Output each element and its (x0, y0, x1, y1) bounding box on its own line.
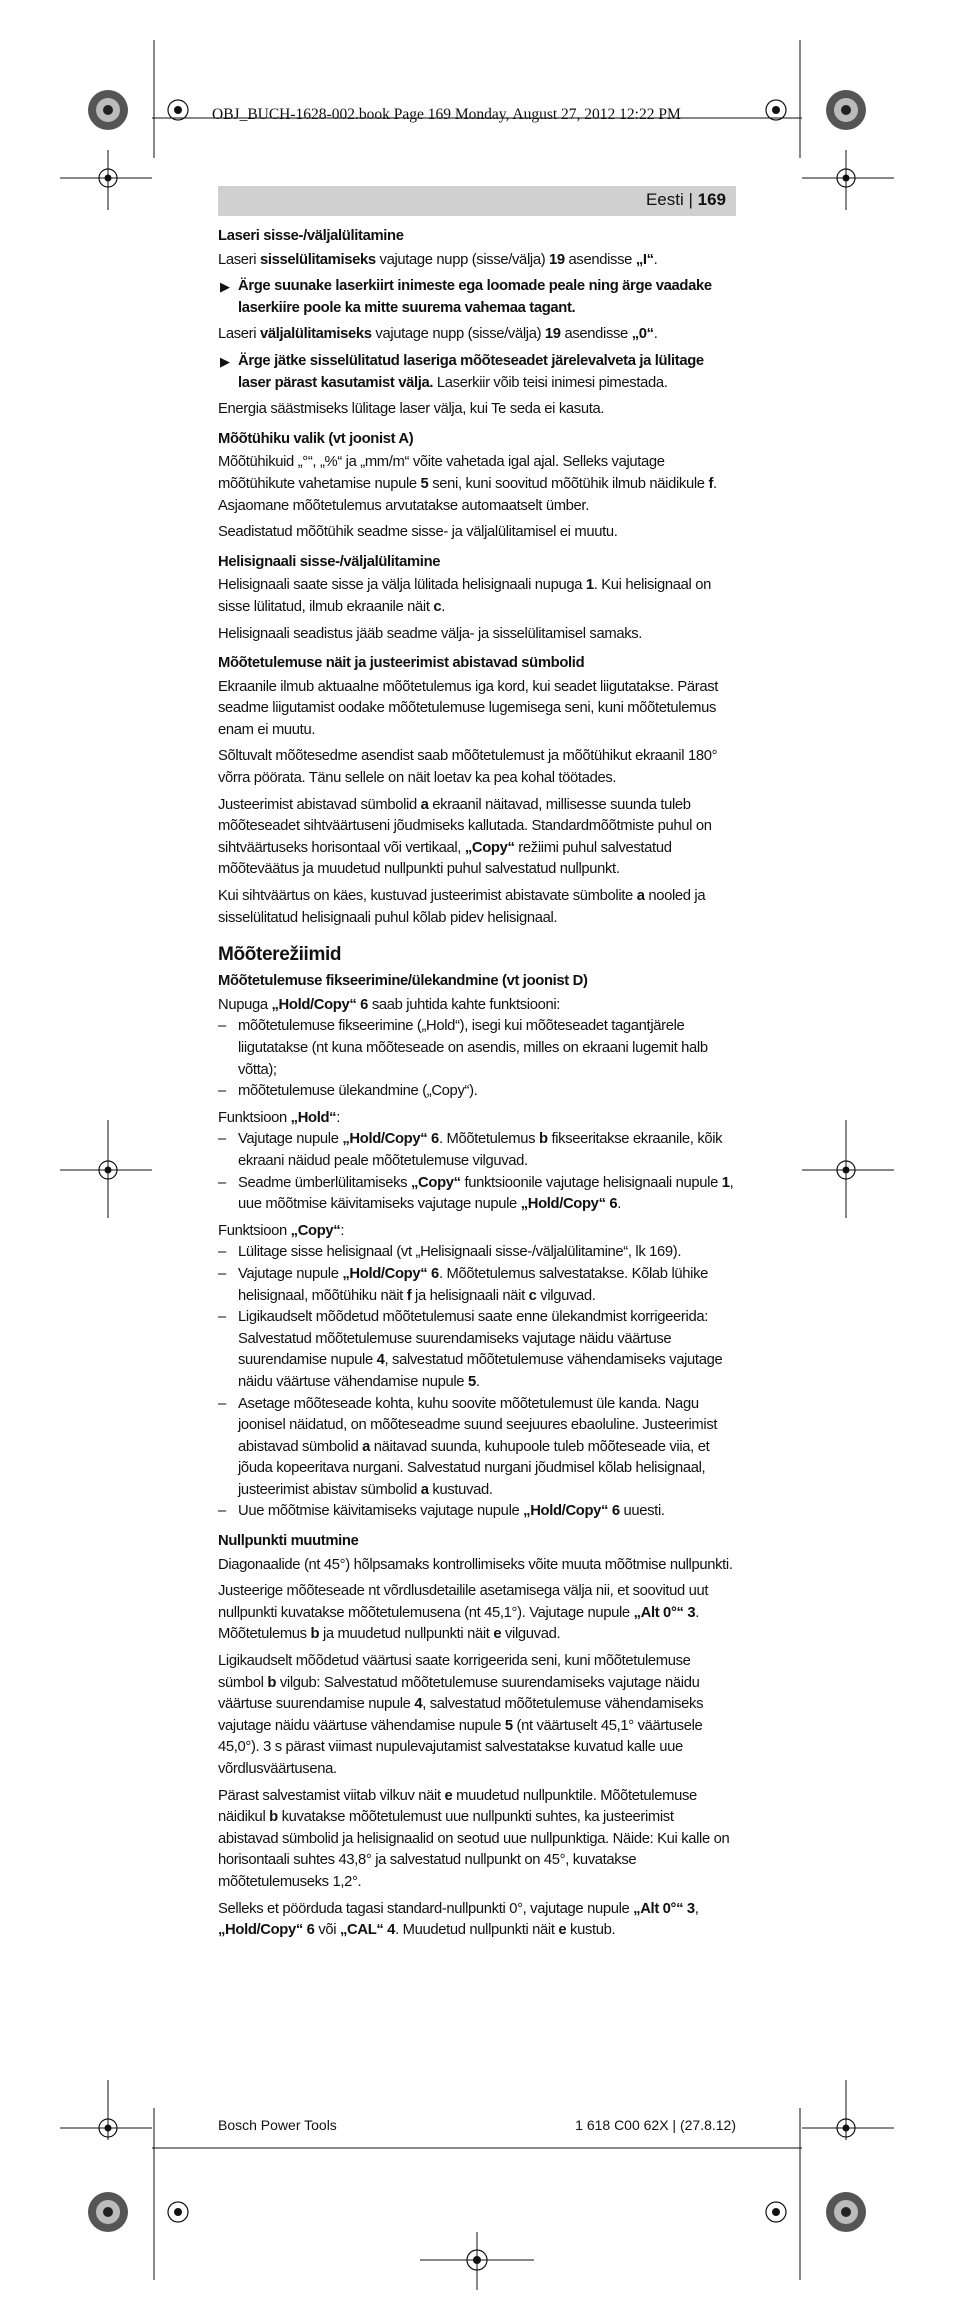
header-section: Eesti (645, 190, 684, 209)
list-item: – Vajutage nupule „Hold/Copy“ 6. Mõõtetulemus b fikseeritakse ekraanile, kõik ekraani näidud peale mõõtetulemuse vilguvad. (218, 1131, 723, 1169)
list-item: – Uue mõõtmise käivitamiseks vajutage nupule „Hold/Copy“ 6 uuesti. (218, 1503, 665, 1520)
section-title-zero-point: Nullpunkti muutmine (218, 1533, 359, 1550)
list-item: – Asetage mõõteseade kohta, kuhu soovite mõõtetulemust üle kanda. Nagu joonisel näidatud, on mõõteseadme suund seejuures ebaoluline. Justeerimist abistavad sümbolid a näitavad suunda, kuhupoole tuleb mõõteseade viia, et jõuda kopeeritava nurgani. Salvestatud nurgani jõudmisel kõlab helisignaal, justeerimist abistav sümbolid a kustuvad. (218, 1395, 718, 1498)
paragraph: Pärast salvestamist viitab vilkuv näit e muudetud nullpunktile. Mõõtetulemuse näidikul b kuvatakse mõõtetulemust uue nullpunkti suhtes, ka justeerimist abistavad sümbolid ja helisignaalid on seotud uue nullpunktiga. Näide: Kui kalle on horisontaali suhtes 43,8° ja salvestatud nullpunkt on 45°, kuvatakse mõõtetulemuseks 1,2°. (218, 1787, 730, 1890)
paragraph: Ligikaudselt mõõdetud väärtusi saate korrigeerida seni, kuni mõõtetulemuse sümbol b vilgub: Salvestatud mõõtetulemuse suurendamiseks vajutage näidu väärtuse suurendamise nupule 4, salvestatud mõõtetulemuse vähendamiseks vajutage näidu väärtuse vähendamise nupule 5 (nt väärtuselt 45,1° väärtusele 45,0°). 3 s pärast viimast nupulevajutamist salvestatakse kuvatud kalle uue võrdlusväärtusena. (218, 1653, 704, 1777)
chapter-title-measuring-modes: Mõõterežiimid (218, 944, 342, 966)
running-header (646, 190, 726, 210)
paragraph: Nupuga „Hold/Copy“ 6 saab juhtida kahte funktsiooni: (218, 996, 561, 1013)
list-item: – Vajutage nupule „Hold/Copy“ 6. Mõõtetulemus salvestatakse. Kõlab lühike helisignaal, mõõtühiku näit f ja helisignaali näit c vilguvad. (218, 1265, 709, 1304)
triangle-bullet-icon: ▶ (220, 353, 230, 369)
star-target-top-left (88, 90, 128, 130)
paragraph: Kui sihtväärtus on käes, kustuvad justeerimist abistavate sümbolite a nooled ja sisselülitatud helisignaali puhul kõlab pidev helisignaal. (218, 888, 706, 926)
page-body (218, 226, 736, 1947)
list-item: – mõõtetulemuse fikseerimine („Hold“), isegi kui mõõteseadet tagantjärele liigutatakse (nt kuna mõõteseade on asendis, milles on ekraani lugemit halb võtta); (218, 1018, 708, 1078)
paragraph: Ekraanile ilmub aktuaalne mõõtetulemus iga kord, kui seadet liigutatakse. Pärast seadme liigutamist oodake mõõtetulemuse lugemisega seni, kuni mõõtetulemus enam ei muutu. (218, 678, 719, 738)
paragraph: Laseri sisselülitamiseks vajutage nupp (sisse/välja) 19 asendisse „I“. (218, 251, 658, 268)
star-target-top-right (826, 90, 866, 130)
page-header-bar (218, 186, 736, 216)
star-target-bottom-left (88, 2192, 128, 2232)
paragraph: Seadistatud mõõtühik seadme sisse- ja väljalülitamisel ei muutu. (218, 524, 618, 541)
list-item: – Ligikaudselt mõõdetud mõõtetulemusi saate enne ülekandmist korrigeerida: Salvestatud mõõtetulemuse suurendamiseks vajutage näidu väärtuse suurendamise nupule 4, salvestatud mõõtetulemuse vähendamiseks vajutage näidu väärtuse vähendamise nupule 5. (218, 1309, 723, 1390)
paragraph: Laseri väljalülitamiseks vajutage nupp (sisse/välja) 19 asendisse „0“. (218, 326, 658, 343)
paragraph: Helisignaali seadistus jääb seadme välja- ja sisselülitamisel samaks. (218, 625, 643, 642)
warning-note: ▶ Ärge jätke sisselülitatud laseriga mõõteseadet järelevalveta ja lülitage laser pärast kasutamist välja. Laserkiir võib teisi inimesi pimestada. (220, 352, 704, 391)
footer-doc-code: 1 618 C00 62X | (27.8.12) (575, 2117, 736, 2133)
paragraph: Selleks et pöörduda tagasi standard-nullpunkti 0°, vajutage nupule „Alt 0°“ 3, „Hold/Copy“ 6 või „CAL“ 4. Muudetud nullpunkti näit e kustub. (218, 1900, 699, 1939)
print-slug-line: OBJ_BUCH-1628-002.book Page 169 Monday, August 27, 2012 12:22 PM (212, 106, 681, 123)
star-target-bottom-right (826, 2192, 866, 2232)
section-title-display: Mõõtetulemuse näit ja justeerimist abistavad sümbolid (218, 655, 585, 672)
list-item: – mõõtetulemuse ülekandmine („Copy“). (218, 1083, 478, 1100)
paragraph: Justeerige mõõteseade nt võrdlusdetailile asetamisega välja nii, et soovitud uut nullpunkti kuvatakse mõõtetulemusena (nt 45,1°). Vajutage nupule „Alt 0°“ 3. Mõõtetulemus b ja muudetud nullpunkti näit e vilguvad. (218, 1583, 709, 1643)
footer-publisher: Bosch Power Tools (218, 2117, 337, 2133)
header-separator: | (688, 190, 693, 209)
paragraph: Justeerimist abistavad sümbolid a ekraanil näitavad, millisesse suunda tuleb mõõteseadet sihtväärtuseni jõudmiseks kallutada. Standardmõõtmiste puhul on sihtväärtuseks horisontaal või vertikaal, „Copy“ režiimi puhul salvestatud mõõteväätus ja muudetud nullpunkti puhul salvestatud nullpunkt. (218, 796, 712, 878)
list-item: – Seadme ümberlülitamiseks „Copy“ funktsioonile vajutage helisignaali nupule 1, uue mõõtmise käivitamiseks vajutage nupule „Hold/Copy“ 6. (218, 1174, 734, 1213)
page-footer (218, 2117, 736, 2139)
paragraph: Funktsioon „Copy“: (218, 1222, 345, 1239)
list-item: – Lülitage sisse helisignaal (vt „Helisignaali sisse-/väljalülitamine“, lk 169). (218, 1244, 682, 1261)
paragraph: Energia säästmiseks lülitage laser välja, kui Te seda ei kasuta. (218, 401, 605, 418)
warning-note: ▶ Ärge suunake laserkiirt inimeste ega loomade peale ning ärge vaadake laserkiire poole ka mitte suurema vahemaa tagant. (220, 278, 712, 316)
section-title-hold-copy: Mõõtetulemuse fikseerimine/ülekandmine (vt joonist D) (218, 973, 588, 990)
section-title-laser-switch: Laseri sisse-/väljalülitamine (218, 228, 404, 244)
section-title-unit-selection: Mõõtühiku valik (vt joonist A) (218, 430, 414, 447)
section-title-beep: Helisignaali sisse-/väljalülitamine (218, 553, 441, 570)
paragraph: Mõõtühikuid „°“, „%“ ja „mm/m“ võite vahetada igal ajal. Selleks vajutage mõõtühikute vahetamise nupule 5 seni, kuni soovitud mõõtühik ilmub näidikule f. Asjaomane mõõtetulemus arvutatakse automaatselt ümber. (218, 454, 717, 514)
page-number: 169 (697, 190, 726, 209)
paragraph: Sõltuvalt mõõtesedme asendist saab mõõtetulemust ja mõõtühikut ekraanil 180° võrra pöörata. Tänu sellele on näit loetav ka pea kohal töötades. (218, 748, 718, 787)
triangle-bullet-icon: ▶ (220, 279, 230, 295)
paragraph: Helisignaali saate sisse ja välja lülitada helisignaali nupuga 1. Kui helisignaal on sisse lülitatud, ilmub ekraanile näit c. (218, 577, 711, 615)
paragraph: Funktsioon „Hold“: (218, 1109, 340, 1126)
paragraph: Diagonaalide (nt 45°) hõlpsamaks kontrollimiseks võite muuta mõõtmise nullpunkti. (218, 1556, 733, 1573)
